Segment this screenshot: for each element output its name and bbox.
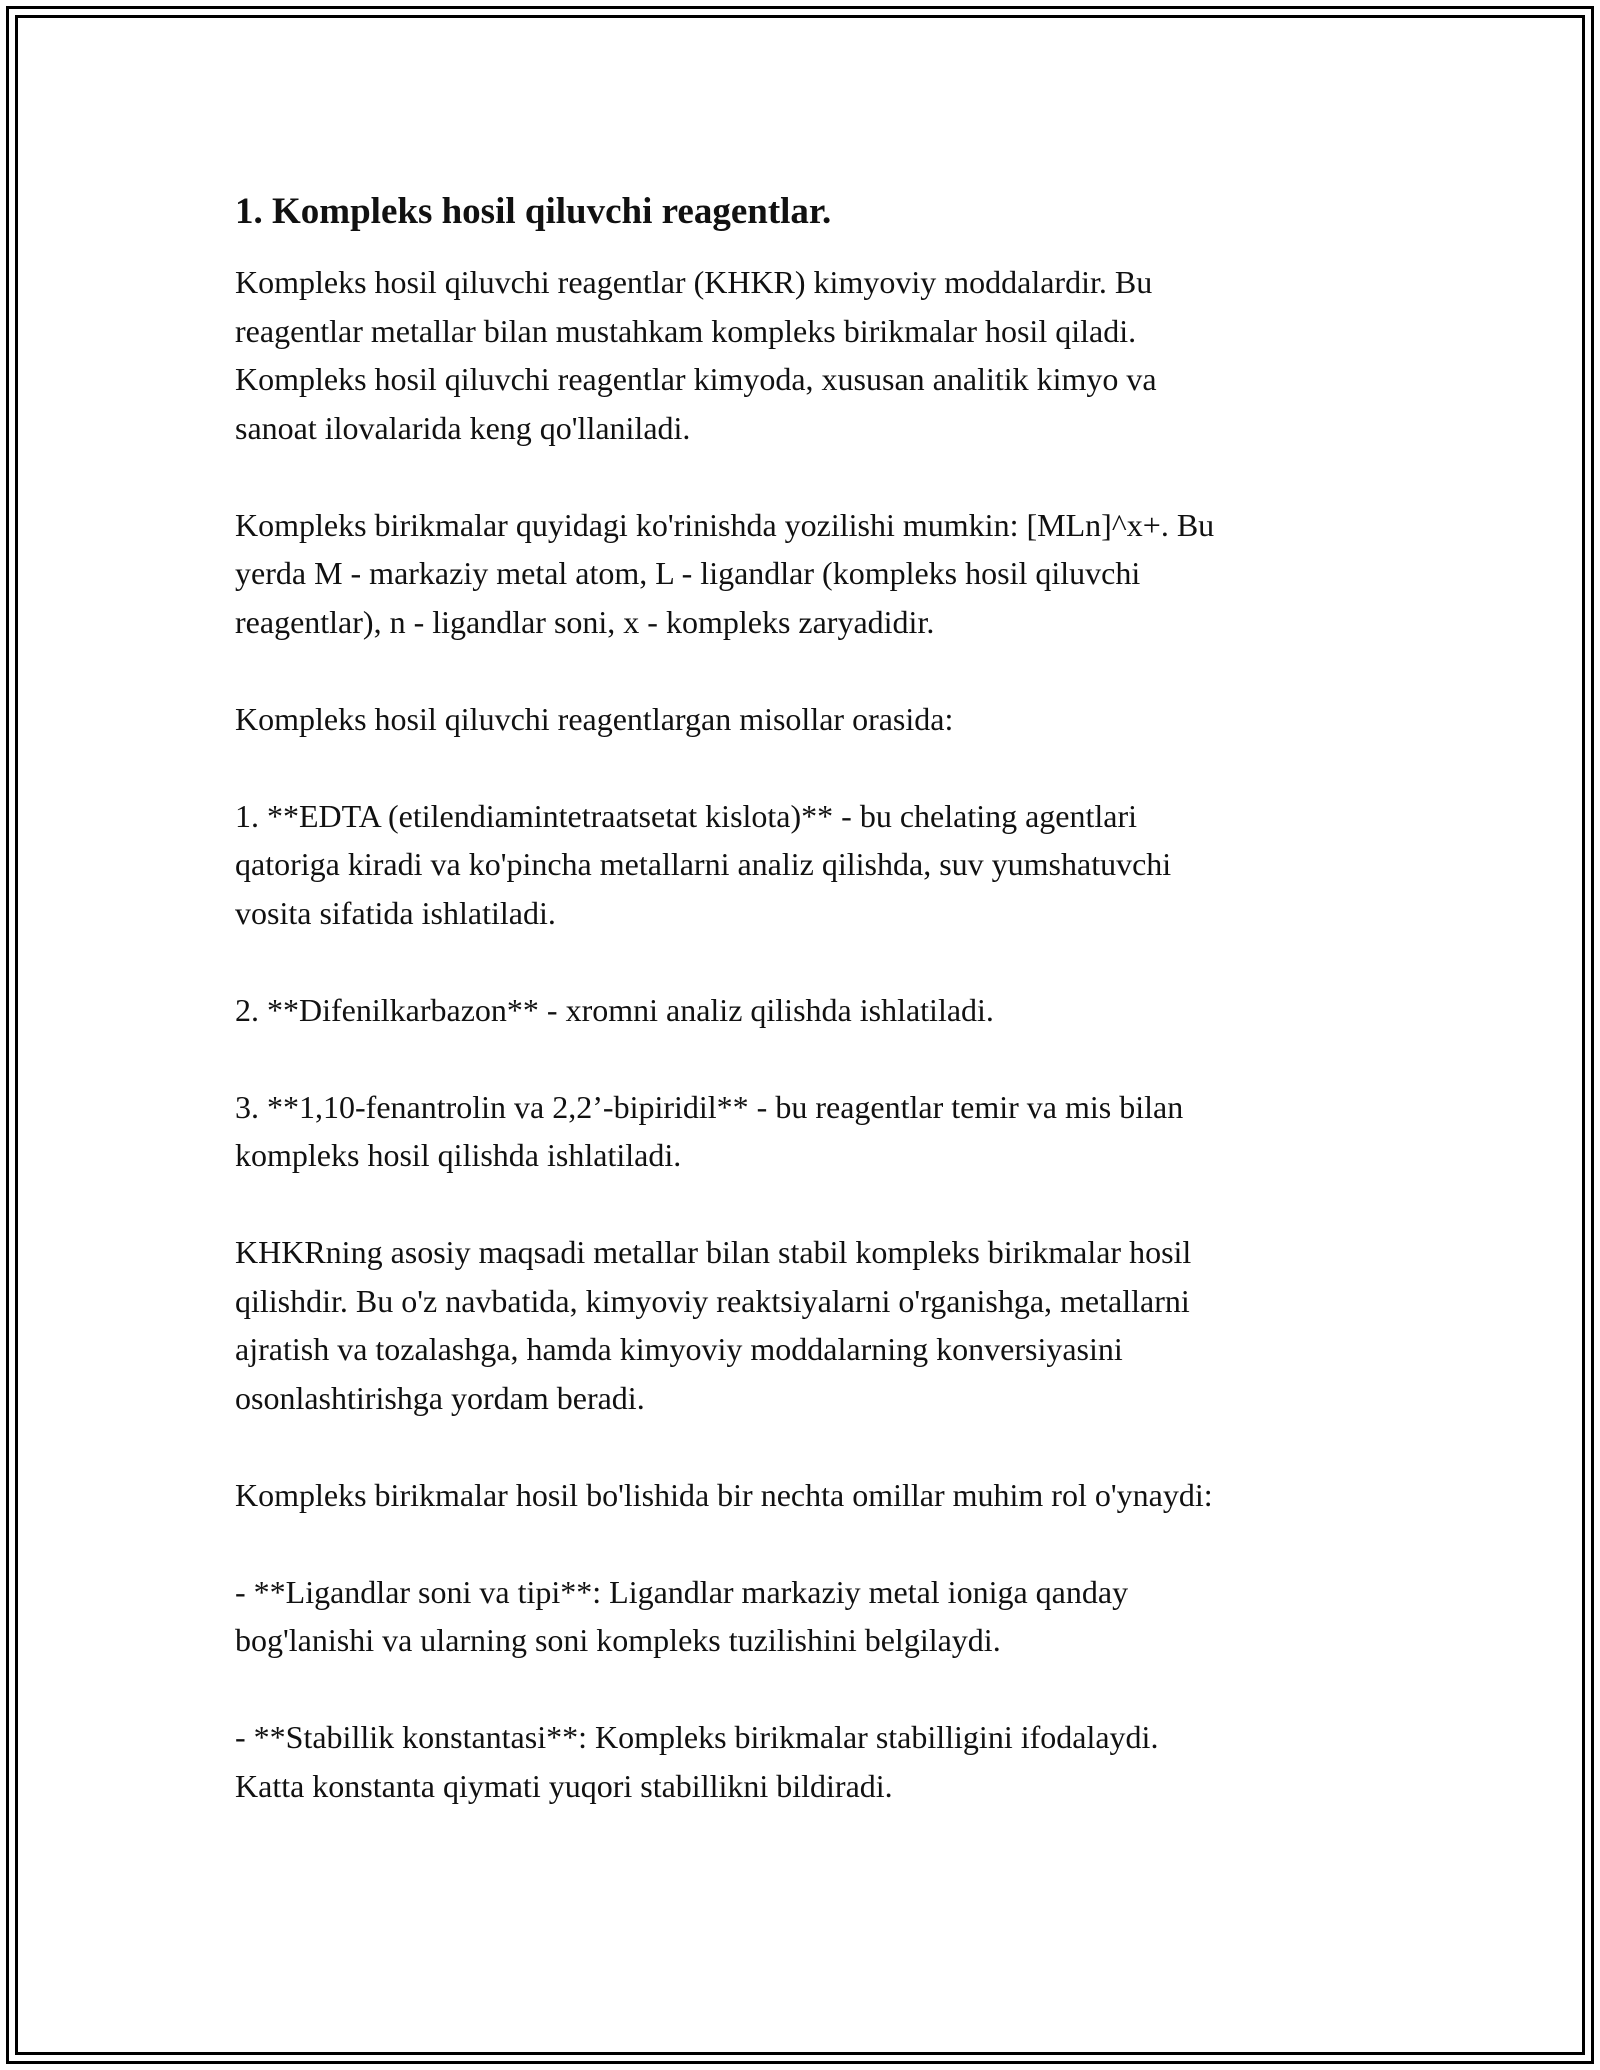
text-line: Katta konstanta qiymati yuqori stabillikni bildiradi. <box>235 1767 893 1804</box>
text-line: - **Stabillik konstantasi**: Kompleks birikmalar stabilligini ifodalaydi. <box>235 1719 1159 1755</box>
bullet-stabillik <box>235 1713 1395 1810</box>
paragraph-factors-heading <box>235 1471 1395 1520</box>
list-item-fenantrolin <box>235 1083 1395 1180</box>
document-title: 1. Kompleks hosil qiluvchi reagentlar. <box>235 191 832 232</box>
text-line: osonlashtirishga yordam beradi. <box>235 1379 645 1416</box>
document-body <box>235 188 1395 1859</box>
paragraph-examples-heading <box>235 695 1395 744</box>
text-line: 3. **1,10-fenantrolin va 2,2’-bipiridil** - bu reagentlar temir va mis bilan <box>235 1088 1184 1125</box>
text-line: reagentlar metallar bilan mustahkam kompleks birikmalar hosil qiladi. <box>235 312 1137 349</box>
text-line: 2. **Difenilkarbazon** - xromni analiz qilishda ishlatiladi. <box>235 991 994 1028</box>
list-item-difenilkarbazon <box>235 986 1395 1035</box>
list-item-edta <box>235 792 1395 938</box>
text-line: Kompleks birikmalar hosil bo'lishida bir nechta omillar muhim rol o'ynaydi: <box>235 1476 1213 1513</box>
text-line: qatoriga kiradi va ko'pincha metallarni analiz qilishda, suv yumshatuvchi <box>235 846 1172 882</box>
paragraph-formula <box>235 501 1395 647</box>
text-line: sanoat ilovalarida keng qo'llaniladi. <box>235 409 691 446</box>
text-line: vosita sifatida ishlatiladi. <box>235 894 556 931</box>
paragraph-intro <box>235 258 1395 452</box>
bullet-ligandlar <box>235 1568 1395 1665</box>
text-line: Kompleks birikmalar quyidagi ko'rinishda yozilishi mumkin: [MLn]^x+. Bu <box>235 506 1215 543</box>
text-line: kompleks hosil qilishda ishlatiladi. <box>235 1137 682 1173</box>
text-line: KHKRning asosiy maqsadi metallar bilan stabil kompleks birikmalar hosil <box>235 1234 1192 1270</box>
text-line: Kompleks hosil qiluvchi reagentlar kimyoda, xususan analitik kimyo va <box>235 361 1157 397</box>
text-line: 1. **EDTA (etilendiamintetraatsetat kislota)** - bu chelating agentlari <box>235 797 1138 834</box>
text-line: ajratish va tozalashga, hamda kimyoviy moddalarning konversiyasini <box>235 1331 1123 1367</box>
text-line: Kompleks hosil qiluvchi reagentlar (KHKR) kimyoviy moddalardir. Bu <box>235 264 1153 300</box>
text-line: Kompleks hosil qiluvchi reagentlargan misollar orasida: <box>235 700 954 737</box>
text-line: bog'lanishi va ularning soni kompleks tuzilishini belgilaydi. <box>235 1622 1001 1658</box>
text-line: - **Ligandlar soni va tipi**: Ligandlar markaziy metal ioniga qanday <box>235 1573 1129 1610</box>
text-line: qilishdir. Bu o'z navbatida, kimyoviy reaktsiyalarni o'rganishga, metallarni <box>235 1282 1190 1319</box>
paragraph-purpose <box>235 1228 1395 1422</box>
text-line: reagentlar), n - ligandlar soni, x - kompleks zaryadidir. <box>235 603 935 640</box>
text-line: yerda M - markaziy metal atom, L - ligandlar (kompleks hosil qiluvchi <box>235 555 1141 591</box>
